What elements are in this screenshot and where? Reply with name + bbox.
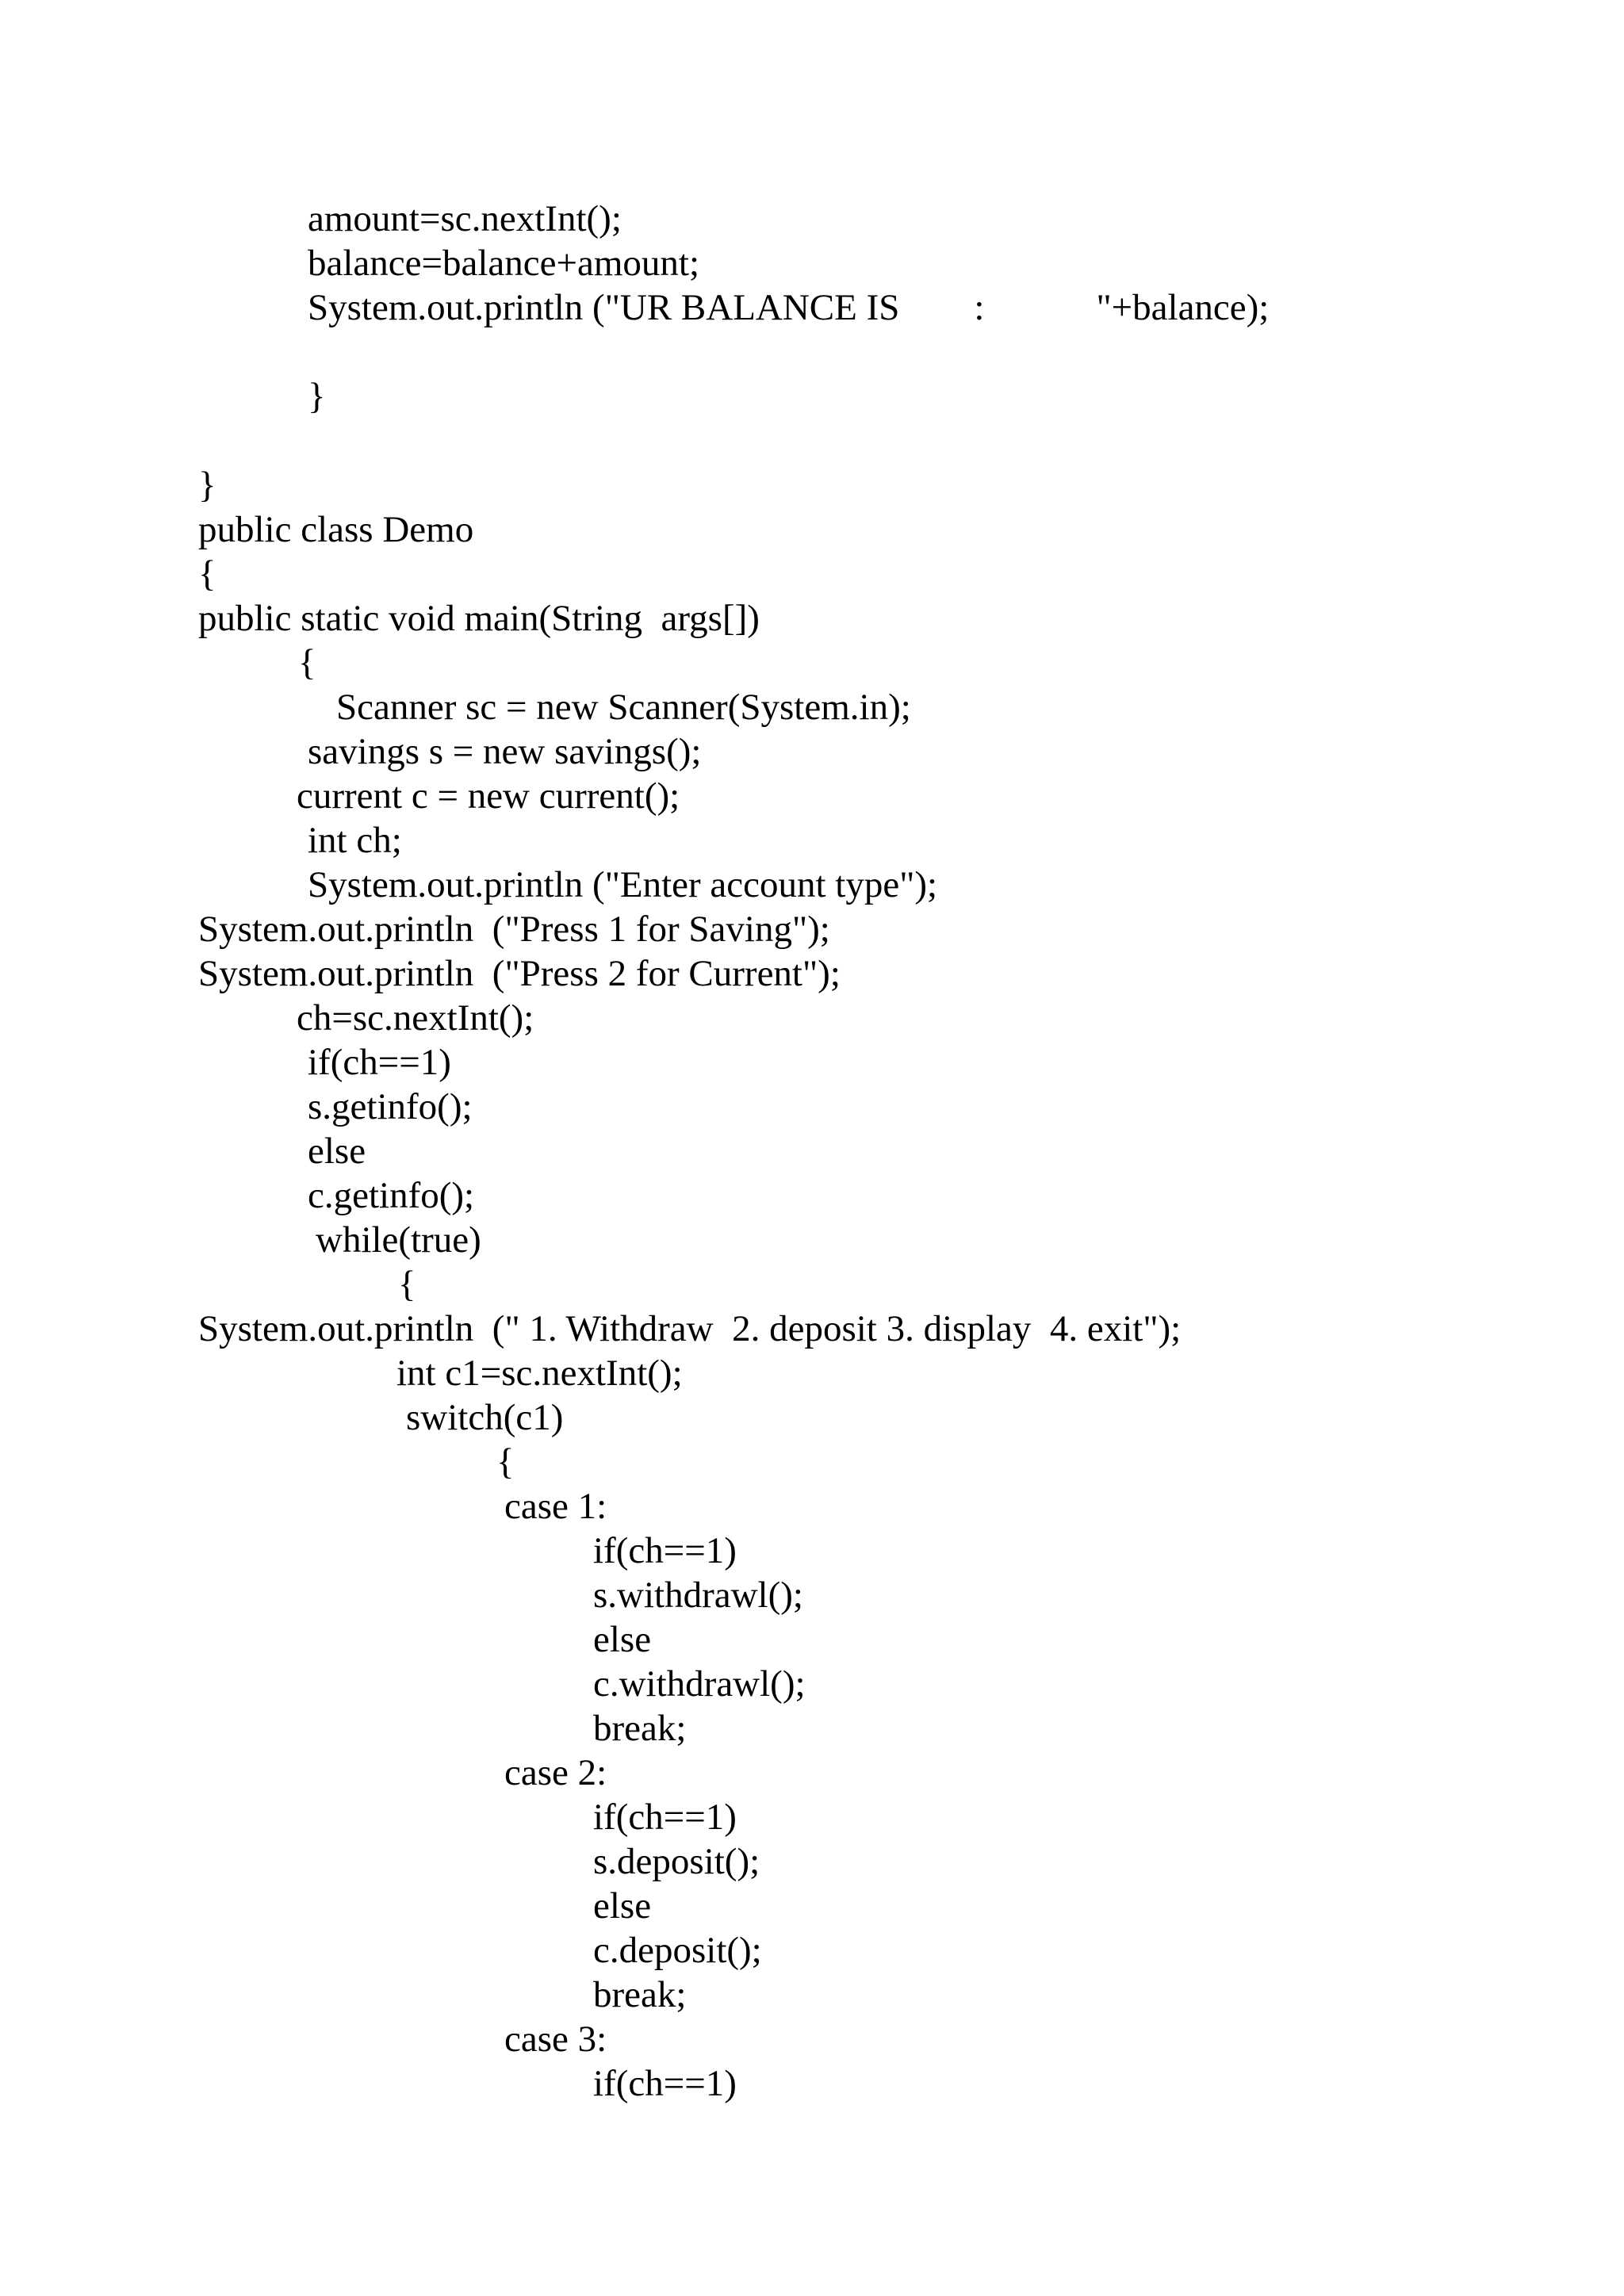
code-line: { bbox=[496, 1441, 515, 1483]
code-line: case 3: bbox=[504, 2019, 607, 2060]
code-line: break; bbox=[593, 1708, 687, 1749]
code-line: ch=sc.nextInt(); bbox=[297, 997, 534, 1039]
code-line: Scanner sc = new Scanner(System.in); bbox=[336, 687, 911, 728]
code-line: balance=balance+amount; bbox=[308, 243, 700, 284]
code-line: savings s = new savings(); bbox=[308, 731, 702, 772]
code-line: { bbox=[198, 553, 216, 595]
code-line: System.out.println ("UR BALANCE IS : "+balance); bbox=[308, 287, 1270, 328]
code-line: int ch; bbox=[308, 820, 402, 861]
code-line: else bbox=[308, 1131, 366, 1172]
code-line: while(true) bbox=[316, 1219, 481, 1261]
code-line: if(ch==1) bbox=[308, 1042, 451, 1083]
code-line: public static void main(String args[]) bbox=[198, 598, 760, 639]
code-line: amount=sc.nextInt(); bbox=[308, 198, 622, 239]
code-line: c.deposit(); bbox=[593, 1930, 762, 1971]
code-line: System.out.println (" 1. Withdraw 2. deposit 3. display 4. exit"); bbox=[198, 1308, 1182, 1349]
code-line: public class Demo bbox=[198, 509, 474, 550]
code-line: System.out.println ("Enter account type"); bbox=[308, 864, 938, 905]
code-line: if(ch==1) bbox=[593, 1797, 737, 1838]
code-line: { bbox=[398, 1264, 416, 1305]
code-line: System.out.println ("Press 2 for Current"); bbox=[198, 953, 841, 994]
code-line: { bbox=[298, 642, 316, 683]
code-line: c.getinfo(); bbox=[308, 1175, 475, 1216]
code-line: s.deposit(); bbox=[593, 1841, 760, 1882]
code-line: } bbox=[198, 465, 216, 506]
code-line: current c = new current(); bbox=[297, 775, 680, 817]
code-line: if(ch==1) bbox=[593, 1530, 737, 1571]
code-line: c.withdrawl(); bbox=[593, 1663, 806, 1705]
code-line: System.out.println ("Press 1 for Saving"); bbox=[198, 909, 830, 950]
code-line: switch(c1) bbox=[406, 1397, 564, 1438]
code-line: s.withdrawl(); bbox=[593, 1575, 803, 1616]
code-line: case 2: bbox=[504, 1752, 607, 1793]
code-line: else bbox=[593, 1885, 652, 1927]
code-line: if(ch==1) bbox=[593, 2063, 737, 2104]
code-line: } bbox=[308, 376, 326, 417]
code-line: int c1=sc.nextInt(); bbox=[396, 1353, 683, 1394]
code-line: else bbox=[593, 1619, 652, 1660]
code-line: s.getinfo(); bbox=[308, 1086, 473, 1127]
code-line: case 1: bbox=[504, 1486, 607, 1527]
code-line: break; bbox=[593, 1974, 687, 2015]
